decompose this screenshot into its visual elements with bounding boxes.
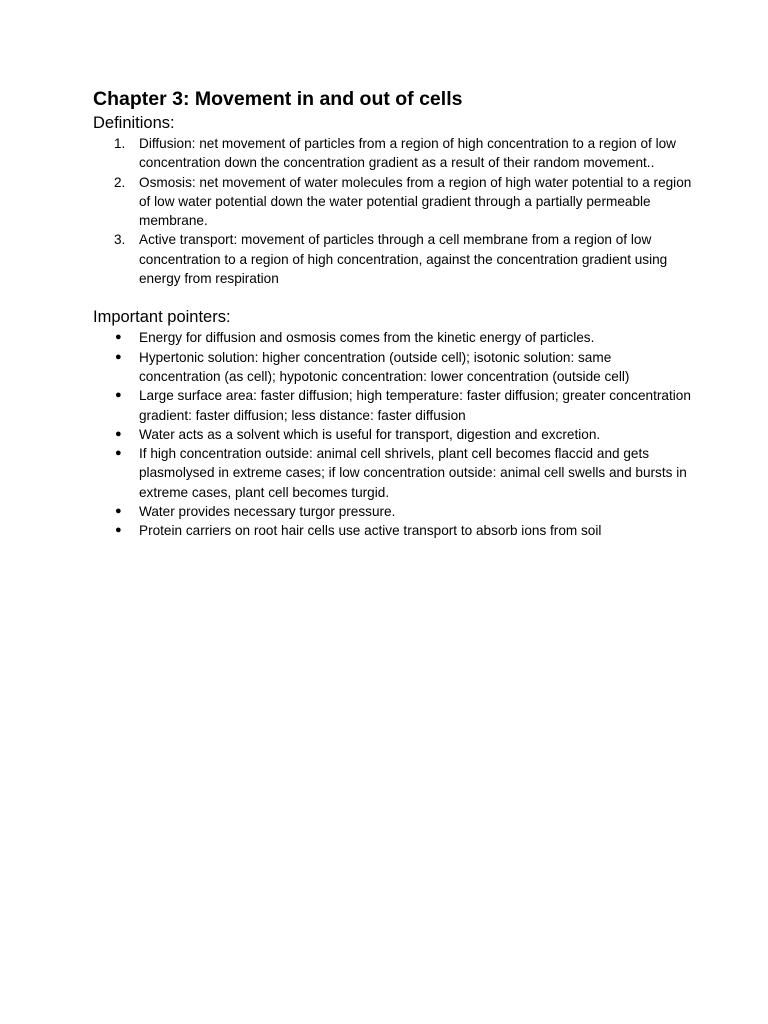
bullet-icon: ●: [115, 331, 122, 344]
pointer-text: Protein carriers on root hair cells use active transport to absorb ions from soil: [139, 523, 602, 539]
bullet-icon: ●: [115, 350, 122, 363]
list-number: 2.: [114, 174, 126, 190]
page-title: Chapter 3: Movement in and out of cells: [93, 88, 463, 110]
pointers-heading: Important pointers:: [93, 308, 231, 327]
definition-text: Diffusion: net movement of particles from a region of high concentration to a region of low concentration down the concentration gradient as a result of their random movement..: [139, 136, 676, 171]
list-item: [93, 173, 693, 231]
pointer-text: Energy for diffusion and osmosis comes from the kinetic energy of particles.: [139, 330, 595, 346]
definition-text: Osmosis: net movement of water molecules from a region of high water potential to a region of low water potential down the water potential gradient through a partially permeable membrane.: [139, 174, 692, 229]
bullet-icon: ●: [115, 389, 122, 402]
list-item: [93, 425, 693, 444]
list-number: 3.: [114, 232, 126, 248]
list-item: [93, 521, 693, 540]
list-item: [93, 386, 693, 425]
definition-text: Active transport: movement of particles through a cell membrane from a region of low concentration to a region of high concentration, against the concentration gradient using energy from respiration: [139, 232, 668, 287]
list-item: [93, 502, 693, 521]
bullet-icon: ●: [115, 524, 122, 537]
list-item: [93, 328, 693, 347]
bullet-icon: ●: [115, 505, 122, 518]
list-item: [93, 348, 693, 387]
pointer-text: Water acts as a solvent which is useful for transport, digestion and excretion.: [139, 426, 601, 442]
list-item: [93, 134, 693, 173]
definitions-list: [93, 134, 693, 288]
list-number: 1.: [114, 136, 126, 151]
list-item: [93, 444, 693, 502]
list-item: [93, 230, 693, 288]
pointer-text: Large surface area: faster diffusion; high temperature: faster diffusion; greater concentration gradient: faster diffusion; less distance: faster diffusion: [139, 388, 691, 423]
pointer-text: Water provides necessary turgor pressure.: [139, 504, 396, 520]
bullet-icon: ●: [115, 427, 122, 440]
pointer-text: Hypertonic solution: higher concentration (outside cell); isotonic solution: same concentration (as cell); hypotonic concentration: lower concentration (outside cell): [139, 349, 630, 384]
document-page: [93, 86, 693, 541]
pointers-list: [93, 328, 693, 540]
bullet-icon: ●: [115, 447, 122, 460]
definitions-heading: Definitions:: [93, 114, 175, 132]
pointer-text: If high concentration outside: animal cell shrivels, plant cell becomes flaccid and gets plasmolysed in extreme cases; if low concentration outside: animal cell swells and bursts in extreme cases, plant cell becomes turgid.: [139, 446, 687, 500]
